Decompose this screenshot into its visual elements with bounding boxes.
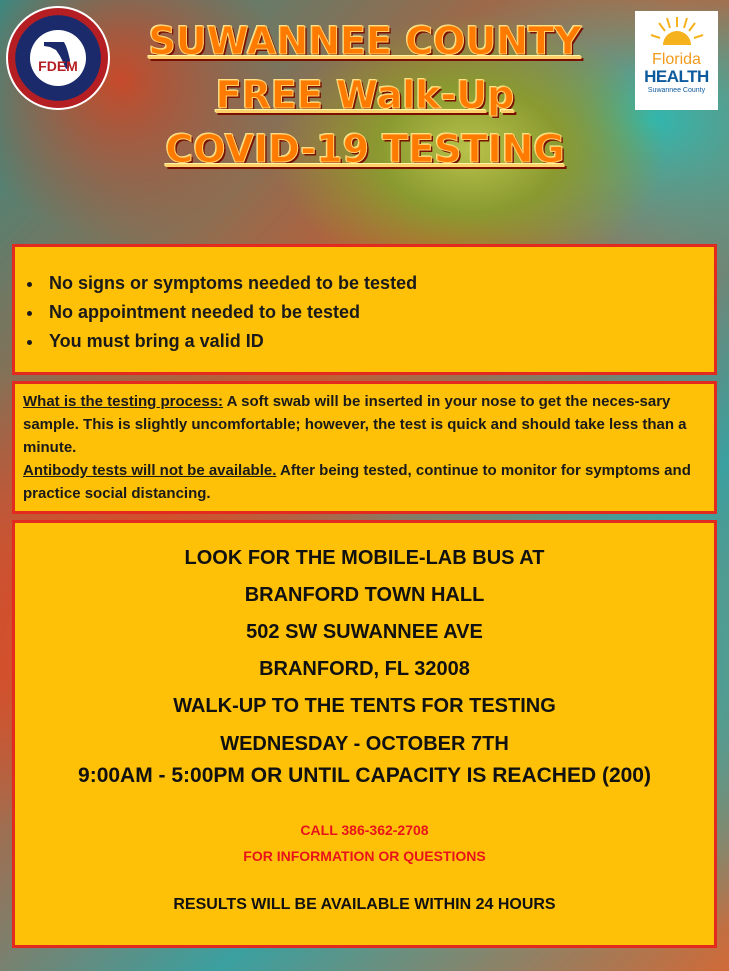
title-line-2: FREE Walk-Up [215, 73, 515, 117]
process-box [12, 381, 717, 514]
seal-label: FDEM [38, 58, 78, 74]
logo-brand: Florida [652, 51, 701, 68]
florida-health-logo [635, 11, 718, 110]
requirements-list [15, 247, 714, 356]
list-item [23, 298, 714, 327]
fdem-seal [6, 6, 110, 110]
sun-icon [649, 15, 705, 45]
title-line-3: COVID-19 TESTING [165, 127, 565, 171]
seal-center [30, 30, 86, 86]
list-item [23, 327, 714, 356]
list-item [23, 269, 714, 298]
location-line: BRANFORD TOWN HALL [244, 584, 485, 606]
location-line: WALK-UP TO THE TENTS FOR TESTING [173, 695, 556, 717]
requirement-text: No appointment needed to be tested [49, 302, 361, 322]
location-line: BRANFORD, FL 32008 [259, 658, 470, 680]
process-label: What is the testing process: [23, 393, 224, 410]
testing-date: WEDNESDAY - OCTOBER 7TH [220, 733, 509, 755]
bullet-icon [27, 311, 32, 316]
requirements-box [12, 244, 717, 375]
results-note: RESULTS WILL BE AVAILABLE WITHIN 24 HOURS [173, 896, 556, 913]
title-line-1: SUWANNEE COUNTY [148, 19, 582, 63]
process-text [15, 384, 714, 505]
call-number: CALL 386-362-2708 [300, 822, 429, 838]
logo-county: Suwannee County [647, 87, 706, 94]
antibody-label: Antibody tests will not be available. [23, 462, 277, 479]
location-line: 502 SW SUWANNEE AVE [246, 621, 483, 643]
location-info [15, 523, 714, 917]
location-box [12, 520, 717, 948]
bullet-icon [27, 340, 32, 345]
location-line: LOOK FOR THE MOBILE-LAB BUS AT [184, 547, 545, 569]
testing-hours: 9:00AM - 5:00PM OR UNTIL CAPACITY IS REACHED (200) [78, 764, 651, 787]
logo-health: HEALTH [644, 67, 709, 86]
requirement-text: No signs or symptoms needed to be tested [49, 273, 418, 293]
flyer-title [110, 14, 620, 176]
bullet-icon [27, 282, 32, 287]
process-description: A soft swab will be inserted in your nose to get the neces-sary sample. This is slightly uncomfortable; however, the test is quick and should take less than a minute. [23, 393, 687, 456]
antibody-description: After being tested, continue to monitor for symptoms and practice social distancing. [23, 462, 691, 502]
requirement-text: You must bring a valid ID [49, 331, 264, 351]
call-subtext: FOR INFORMATION OR QUESTIONS [243, 848, 486, 864]
